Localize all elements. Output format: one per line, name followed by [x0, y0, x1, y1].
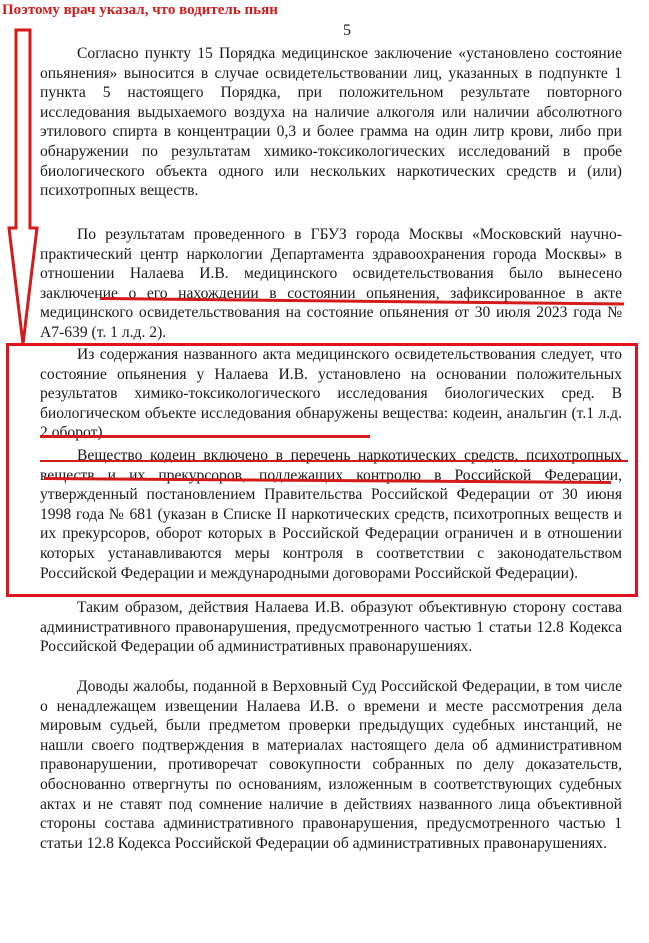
paragraph-2-text: По результатам проведенного в ГБУЗ города Москвы «Московский научно-практический центр наркологии Департамента здравоохранения города Москвы» в отношении Налаева И.В. медицинского освидетельствования было вынесено заключение о его нахождении в состоянии опьянения, зафиксированное в акте медицинского освидетельствования на состояние опьянения от 30 июля 2023 года № А7-639 (т. 1 л.д. 2).	[40, 226, 622, 341]
down-arrow-icon	[6, 28, 40, 346]
page-number: 5	[343, 22, 351, 39]
highlight-box	[6, 343, 638, 597]
paragraph-3-text: Из содержания названного акта медицинского освидетельствования следует, что состояние опьянения у Налаева И.В. установлено на основании положительных результатов химико-токсикологического исследования биологических сред. В биологическом объекте исследования обнаружены вещества: кодеин, анальгин (т.1 л.д. 2 оборот).	[40, 346, 622, 442]
paragraph-2	[40, 225, 622, 343]
paragraph-6-text: Доводы жалобы, поданной в Верховный Суд Российской Федерации, в том числе о ненадлежащем извещении Налаева И.В. о времени и месте рассмотрения дела мировым судьей, были предметом проверки предыдущих судебных инстанций, не нашли своего подтверждения в материалах настоящего дела об административном правонарушении, противоречат совокупности собранных по делу доказательств, обоснованно отвергнуты по основаниям, изложенным в соответствующих судебных актах и не ставят под сомнение наличие в действиях названного лица объективной стороны состава административного правонарушения, предусмотренного частью 1 статьи 12.8 Кодекса Российской Федерации об административных правонарушениях.	[40, 678, 622, 852]
paragraph-6	[40, 677, 622, 853]
underline-mark	[40, 460, 628, 462]
paragraph-1	[40, 44, 622, 201]
paragraph-4-text: Вещество кодеин включено в перечень наркотических средств, психотропных веществ и их прекурсоров, подлежащих контролю в Российской Федерации, утвержденный постановлением Правительства Российской Федерации от 30 июня 1998 года № 681 (указан в Списке II наркотических средств, психотропных веществ и их прекурсоров, оборот которых в Российской Федерации ограничен и в отношении которых устанавливаются меры контроля в соответствии с законодательством Российской Федерации и международными договорами Российской Федерации).	[40, 447, 622, 582]
underline-mark	[40, 435, 370, 438]
paragraph-5-text: Таким образом, действия Налаева И.В. образуют объективную сторону состава административного правонарушения, предусмотренного частью 1 статьи 12.8 Кодекса Российской Федерации об административных правонарушениях.	[40, 599, 622, 656]
paragraph-1-text: Согласно пункту 15 Порядка медицинское заключение «установлено состояние опьянения» выносится в случае освидетельствовании лиц, указанных в подпункте 1 пункта 5 настоящего Порядка, при положительном результате повторного исследования выдыхаемого воздуха на наличие алкоголя или наличии абсолютного этилового спирта в концентрации 0,3 и более грамма на один литр крови, либо при обнаружении по результатам химико-токсикологических исследований в пробе биологического объекта одного или нескольких наркотических средств и (или) психотропных веществ.	[40, 45, 622, 200]
annotation-title: Поэтому врач указал, что водитель пьян	[2, 2, 278, 18]
paragraph-5	[40, 598, 622, 657]
